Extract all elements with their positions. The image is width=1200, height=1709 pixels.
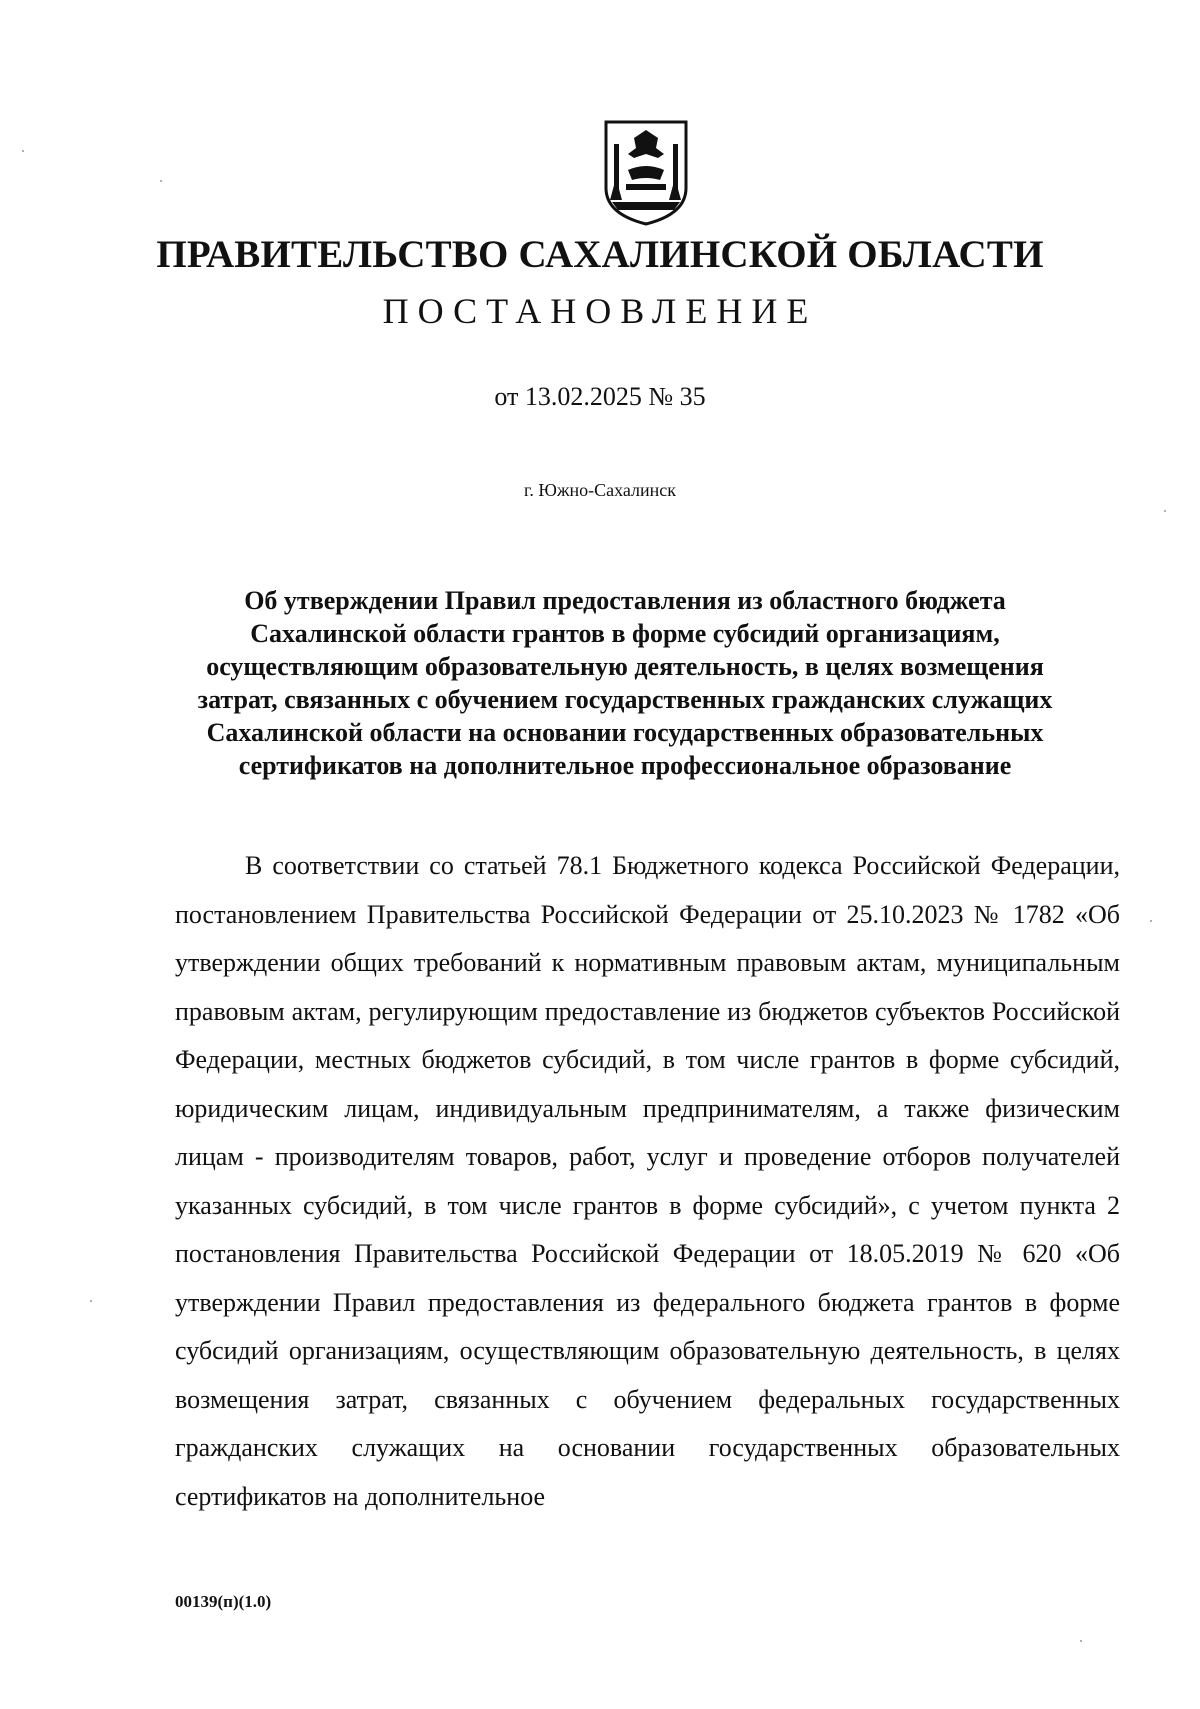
scan-speck bbox=[1150, 920, 1152, 922]
scan-speck bbox=[90, 1300, 92, 1302]
scan-speck bbox=[1164, 510, 1166, 512]
scan-speck bbox=[1080, 1640, 1082, 1642]
scan-speck bbox=[160, 180, 162, 182]
body-paragraph: В соответствии со статьей 78.1 Бюджетного кодекса Российской Федерации, постановлением Правительства Российской Федерации от 25.10.2023 № 1782 «Об утверждении общих требований к нормативным правовым актам, муниципальным правовым актам, регулирующим предоставление из бюджетов субъектов Российской Федерации, местных бюджетов субсидий, в том числе грантов в форме субсидий, юридическим лицам, индивидуальным предпринимателям, а также физическим лицам - производителям товаров, работ, услуг и проведение отборов получателей указанных субсидий, в том числе грантов в форме субсидий», с учетом пункта 2 постановления Правительства Российской Федерации от 18.05.2019 № 620 «Об утверждении Правил предоставления из федерального бюджета грантов в форме субсидий организациям, осуществляющим образовательную деятельность, в целях возмещения затрат, связанных с обучением федеральных государственных гражданских служащих на основании государственных образовательных сертификатов на дополнительное bbox=[175, 851, 1120, 1511]
document-city: г. Южно-Сахалинск bbox=[523, 480, 677, 500]
scan-speck bbox=[22, 150, 24, 152]
footer-document-code: 00139(п)(1.0) bbox=[175, 1592, 272, 1611]
document-type: ПОСТАНОВЛЕНИЕ bbox=[382, 291, 818, 331]
organization-title: ПРАВИТЕЛЬСТВО САХАЛИНСКОЙ ОБЛАСТИ bbox=[156, 233, 1044, 276]
document-subject: Об утверждении Правил предоставления из областного бюджета Сахалинской области грантов в форме субсидий организациям, осуществляющим образовательную деятельность, в целях возмещения затрат, связанных с обучением государственных гражданских служащих Сахалинской области на основании государственных образовательных сертификатов на дополнительное профессиональное образование bbox=[197, 586, 1053, 780]
document-date-number: от 13.02.2025 № 35 bbox=[494, 382, 706, 411]
coat-of-arms-icon bbox=[598, 118, 694, 226]
